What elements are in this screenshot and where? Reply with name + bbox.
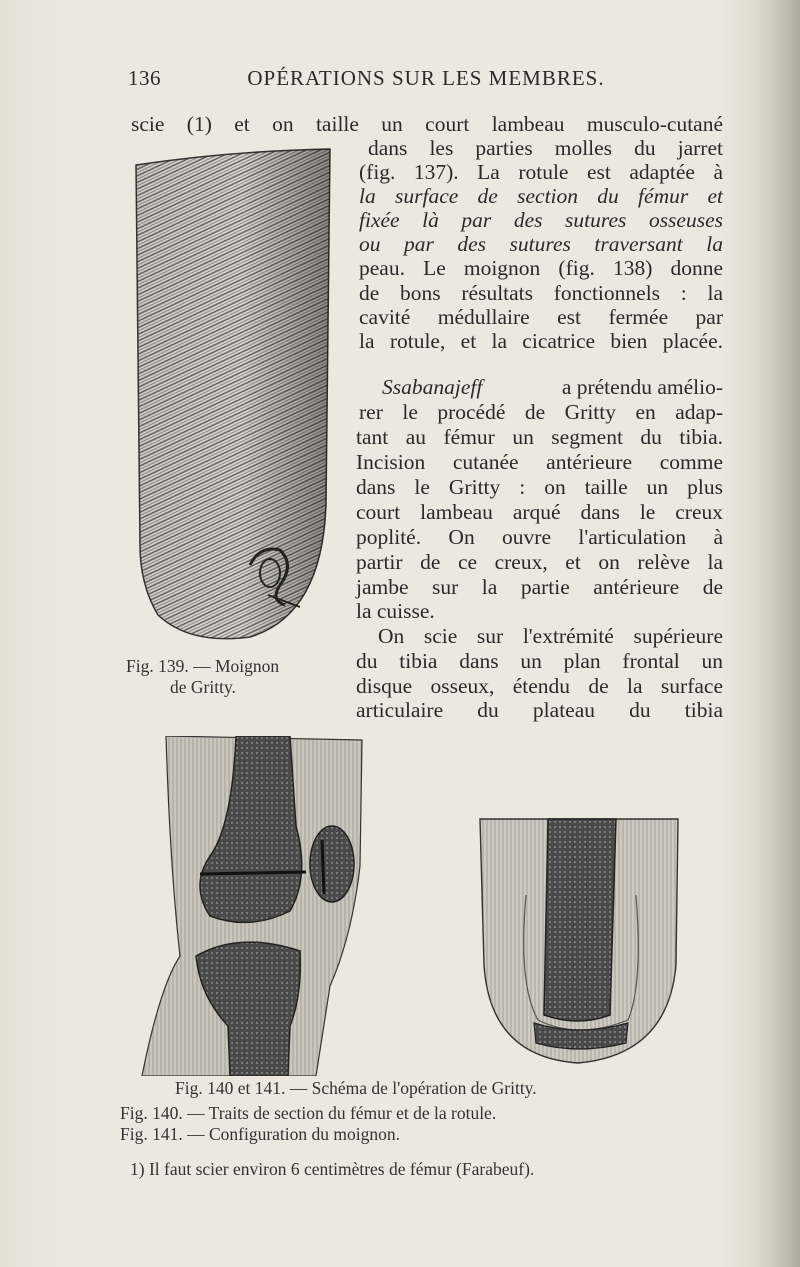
figure-139-caption: de Gritty. bbox=[170, 677, 236, 697]
body-line: rer le procédé de Gritty en adap- bbox=[359, 400, 723, 424]
body-line: partir de ce creux, et on relève la bbox=[356, 550, 723, 574]
body-line: scie (1) et on taille un court lambeau musculo-cutané bbox=[131, 112, 723, 136]
page-number: 136 bbox=[128, 66, 161, 90]
body-line: de bons résultats fonctionnels : la bbox=[359, 281, 723, 305]
figure-140-caption: Fig. 140. — Traits de section du fémur et de la rotule. bbox=[120, 1103, 497, 1123]
body-line: (fig. 137). La rotule est adaptée à bbox=[359, 160, 723, 184]
body-line: cavité médullaire est fermée par bbox=[359, 305, 723, 329]
body-line: la cuisse. bbox=[356, 599, 435, 623]
body-line: disque osseux, étendu de la surface bbox=[356, 674, 723, 698]
figure-140-knee-section bbox=[140, 736, 368, 1076]
body-line: On scie sur l'extrémité supérieure bbox=[378, 624, 723, 648]
body-line: la rotule, et la cicatrice bien placée. bbox=[359, 329, 723, 353]
body-line: ou par des sutures traversant la bbox=[359, 232, 723, 256]
body-line: articulaire du plateau du tibia bbox=[356, 698, 723, 722]
figure-140-141-caption: Fig. 140 et 141. — Schéma de l'opération de Gritty. bbox=[175, 1078, 537, 1098]
page-edge-shadow bbox=[758, 0, 800, 1267]
body-line: du tibia dans un plan frontal un bbox=[356, 649, 723, 673]
body-line bbox=[382, 375, 723, 400]
body-line: Incision cutanée antérieure comme bbox=[356, 450, 723, 474]
body-line: jambe sur la partie antérieure de bbox=[356, 575, 723, 599]
author-name: Ssabanajeff bbox=[382, 375, 483, 399]
body-line: tant au fémur un segment du tibia. bbox=[356, 425, 723, 449]
figure-139-caption: Fig. 139. — Moignon bbox=[126, 656, 280, 676]
running-title: OPÉRATIONS SUR LES MEMBRES. bbox=[247, 66, 605, 90]
body-line: dans le Gritty : on taille un plus bbox=[356, 475, 723, 499]
figure-141-caption: Fig. 141. — Configuration du moignon. bbox=[120, 1124, 400, 1144]
body-line: peau. Le moignon (fig. 138) donne bbox=[359, 256, 723, 280]
figure-141-stump-section bbox=[478, 815, 680, 1067]
body-line: court lambeau arqué dans le creux bbox=[356, 500, 723, 524]
running-head bbox=[128, 66, 724, 96]
body-line-rest: a prétendu amélio- bbox=[561, 375, 723, 399]
body-line: la surface de section du fémur et bbox=[359, 184, 723, 208]
figure-139-stump-illustration bbox=[130, 145, 335, 645]
footnote: 1) Il faut scier environ 6 centimètres de fémur (Farabeuf). bbox=[130, 1159, 535, 1179]
body-line: poplité. On ouvre l'articulation à bbox=[356, 525, 723, 549]
body-line: dans les parties molles du jarret bbox=[368, 136, 723, 160]
body-line: fixée là par des sutures osseuses bbox=[359, 208, 723, 232]
